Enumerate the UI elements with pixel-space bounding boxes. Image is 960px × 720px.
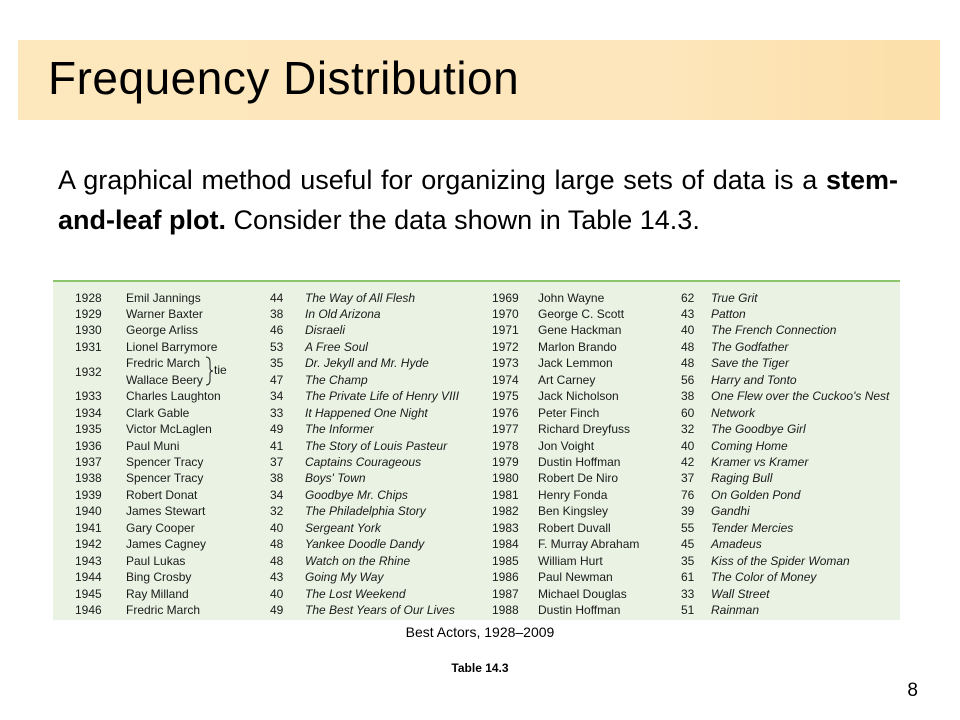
cell-year: 1987 <box>492 586 519 601</box>
cell-age: 35 <box>270 356 284 371</box>
cell-age: 33 <box>270 405 284 420</box>
cell-actor: James Stewart <box>126 504 206 519</box>
cell-age: 45 <box>681 537 695 552</box>
cell-actor: Wallace Beery <box>126 372 203 387</box>
cell-film: One Flew over the Cuckoo's Nest <box>711 389 890 404</box>
cell-age: 40 <box>270 520 284 535</box>
intro-text-end: Consider the data shown in Table 14.3. <box>226 205 700 235</box>
cell-year: 1981 <box>492 487 519 502</box>
cell-film: Disraeli <box>305 323 346 338</box>
cell-actor: Richard Dreyfuss <box>538 422 631 437</box>
cell-age: 48 <box>270 553 284 568</box>
cell-year: 1978 <box>492 438 519 453</box>
cell-film: The Informer <box>305 422 374 437</box>
cell-year: 1943 <box>75 553 102 568</box>
cell-year: 1933 <box>75 389 102 404</box>
cell-year: 1941 <box>75 520 102 535</box>
cell-film: Save the Tiger <box>711 356 789 371</box>
cell-year: 1934 <box>75 405 102 420</box>
cell-actor: George Arliss <box>126 323 199 338</box>
cell-actor: Fredric March <box>126 356 201 371</box>
cell-year: 1983 <box>492 520 519 535</box>
cell-film: A Free Soul <box>305 339 368 354</box>
cell-film: Sergeant York <box>305 520 381 535</box>
cell-age: 33 <box>681 586 695 601</box>
cell-film: Tender Mercies <box>711 520 794 535</box>
intro-paragraph <box>58 160 898 240</box>
cell-year: 1979 <box>492 455 519 469</box>
cell-film: Dr. Jekyll and Mr. Hyde <box>305 356 429 371</box>
cell-age: 48 <box>681 339 695 354</box>
cell-actor: Robert Donat <box>126 487 198 502</box>
cell-actor: Lionel Barrymore <box>126 339 218 354</box>
slide-title: Frequency Distribution <box>48 52 520 104</box>
cell-age: 38 <box>270 471 284 486</box>
cell-actor: Charles Laughton <box>126 389 221 404</box>
cell-film: The Godfather <box>711 339 789 354</box>
cell-year: 1985 <box>492 553 519 568</box>
cell-film: The French Connection <box>711 323 837 338</box>
cell-actor: Emil Jannings <box>126 290 201 305</box>
cell-film: True Grit <box>711 290 758 305</box>
cell-actor: Marlon Brando <box>538 339 617 354</box>
cell-actor: Fredric March <box>126 603 201 618</box>
tie-brace-icon <box>205 356 213 386</box>
cell-year: 1939 <box>75 487 102 502</box>
cell-film: The Way of All Flesh <box>305 290 416 305</box>
cell-age: 37 <box>681 471 695 486</box>
cell-year: 1936 <box>75 438 102 453</box>
cell-year: 1935 <box>75 422 102 437</box>
cell-age: 60 <box>681 405 695 420</box>
cell-film: Rainman <box>711 603 760 618</box>
cell-year: 1974 <box>492 372 519 387</box>
cell-year: 1975 <box>492 389 519 404</box>
cell-film: Coming Home <box>711 438 788 453</box>
cell-actor: Paul Lukas <box>126 553 186 568</box>
cell-actor: Victor McLaglen <box>126 422 212 437</box>
cell-year: 1946 <box>75 603 102 618</box>
cell-year: 1969 <box>492 290 519 305</box>
cell-age: 32 <box>270 504 284 519</box>
cell-actor: Jon Voight <box>538 438 595 453</box>
cell-age: 44 <box>270 290 284 305</box>
cell-film: In Old Arizona <box>305 306 381 321</box>
cell-film: The Philadelphia Story <box>305 504 426 519</box>
cell-actor: Spencer Tracy <box>126 471 204 486</box>
cell-year: 1945 <box>75 586 102 601</box>
cell-age: 40 <box>681 323 695 338</box>
cell-film: The Champ <box>305 372 368 387</box>
cell-year: 1984 <box>492 537 519 552</box>
cell-film: Raging Bull <box>711 471 773 486</box>
cell-film: The Lost Weekend <box>305 586 406 601</box>
tie-label: tie <box>214 363 227 377</box>
cell-age: 62 <box>681 290 695 305</box>
cell-age: 34 <box>270 487 284 502</box>
cell-film: The Private Life of Henry VIII <box>305 389 460 404</box>
cell-film: Kramer vs Kramer <box>711 455 809 469</box>
cell-year: 1971 <box>492 323 519 338</box>
cell-year: 1982 <box>492 504 519 519</box>
cell-year-shared: 1932 <box>75 364 102 379</box>
cell-film: On Golden Pond <box>711 487 801 502</box>
cell-actor: Ray Milland <box>126 586 189 601</box>
cell-age: 39 <box>681 504 695 519</box>
cell-actor: Ben Kingsley <box>538 504 609 519</box>
cell-age: 42 <box>681 455 695 469</box>
cell-actor: George C. Scott <box>538 306 625 321</box>
cell-actor: Jack Lemmon <box>538 356 613 371</box>
cell-actor: Bing Crosby <box>126 570 192 585</box>
cell-year: 1973 <box>492 356 519 371</box>
cell-year: 1938 <box>75 471 102 486</box>
cell-age: 37 <box>270 455 284 469</box>
cell-age: 43 <box>681 306 695 321</box>
cell-actor: Michael Douglas <box>538 586 627 601</box>
cell-year: 1930 <box>75 323 102 338</box>
cell-year: 1980 <box>492 471 519 486</box>
cell-actor: Gene Hackman <box>538 323 622 338</box>
cell-actor: Art Carney <box>538 372 596 387</box>
cell-film: The Story of Louis Pasteur <box>305 438 448 453</box>
cell-film: The Color of Money <box>711 570 817 585</box>
cell-actor: Paul Muni <box>126 438 180 453</box>
cell-age: 55 <box>681 520 695 535</box>
cell-actor: Jack Nicholson <box>538 389 619 404</box>
cell-age: 47 <box>270 372 284 387</box>
cell-age: 49 <box>270 422 284 437</box>
cell-age: 56 <box>681 372 695 387</box>
cell-age: 32 <box>681 422 695 437</box>
intro-bold-term: stem-and-leaf plot. <box>58 165 898 235</box>
cell-actor: James Cagney <box>126 537 207 552</box>
cell-film: Going My Way <box>305 570 384 585</box>
cell-film: Boys' Town <box>305 471 366 486</box>
cell-year: 1977 <box>492 422 519 437</box>
cell-age: 40 <box>270 586 284 601</box>
cell-actor: Warner Baxter <box>126 306 203 321</box>
cell-film: Kiss of the Spider Woman <box>711 553 850 568</box>
cell-year: 1972 <box>492 339 519 354</box>
cell-age: 43 <box>270 570 284 585</box>
cell-year: 1976 <box>492 405 519 420</box>
cell-age: 46 <box>270 323 284 338</box>
cell-actor: William Hurt <box>538 553 603 568</box>
cell-age: 61 <box>681 570 695 585</box>
page-number: 8 <box>907 680 918 701</box>
cell-year: 1931 <box>75 339 102 354</box>
cell-actor: John Wayne <box>538 290 605 305</box>
cell-actor: F. Murray Abraham <box>538 537 640 552</box>
cell-age: 40 <box>681 438 695 453</box>
cell-year: 1944 <box>75 570 102 585</box>
cell-film: Yankee Doodle Dandy <box>305 537 425 552</box>
cell-age: 38 <box>681 389 695 404</box>
cell-year: 1942 <box>75 537 102 552</box>
cell-year: 1937 <box>75 455 102 469</box>
cell-year: 1970 <box>492 306 519 321</box>
cell-age: 41 <box>270 438 284 453</box>
cell-film: It Happened One Night <box>305 405 428 420</box>
cell-actor: Dustin Hoffman <box>538 455 621 469</box>
cell-film: Captains Courageous <box>305 455 422 469</box>
cell-film: Amadeus <box>711 537 762 552</box>
cell-film: Gandhi <box>711 504 750 519</box>
cell-film: Wall Street <box>711 586 770 601</box>
cell-actor: Peter Finch <box>538 405 600 420</box>
cell-age: 51 <box>681 603 695 618</box>
cell-actor: Dustin Hoffman <box>538 603 621 618</box>
cell-actor: Clark Gable <box>126 405 190 420</box>
cell-age: 38 <box>270 306 284 321</box>
cell-year: 1929 <box>75 306 102 321</box>
cell-actor: Robert Duvall <box>538 520 611 535</box>
cell-age: 49 <box>270 603 284 618</box>
cell-film: The Best Years of Our Lives <box>305 603 455 618</box>
cell-actor: Paul Newman <box>538 570 613 585</box>
cell-actor: Spencer Tracy <box>126 455 204 469</box>
cell-age: 35 <box>681 553 695 568</box>
cell-year: 1988 <box>492 603 519 618</box>
cell-age: 48 <box>681 356 695 371</box>
cell-age: 34 <box>270 389 284 404</box>
cell-age: 53 <box>270 339 284 354</box>
cell-film: Network <box>711 405 756 420</box>
cell-film: Goodbye Mr. Chips <box>305 487 408 502</box>
cell-actor: Gary Cooper <box>126 520 195 535</box>
cell-film: Patton <box>711 306 746 321</box>
cell-age: 76 <box>681 487 695 502</box>
cell-actor: Robert De Niro <box>538 471 619 486</box>
cell-film: The Goodbye Girl <box>711 422 806 437</box>
table-label: Table 14.3 <box>451 661 509 675</box>
table-caption: Best Actors, 1928–2009 <box>405 624 555 640</box>
cell-film: Watch on the Rhine <box>305 553 411 568</box>
cell-film: Harry and Tonto <box>711 372 797 387</box>
cell-year: 1986 <box>492 570 519 585</box>
intro-text-start: A graphical method useful for organizing large sets of data is a <box>58 165 826 195</box>
cell-year: 1928 <box>75 290 102 305</box>
cell-year: 1940 <box>75 504 102 519</box>
cell-actor: Henry Fonda <box>538 487 608 502</box>
cell-age: 48 <box>270 537 284 552</box>
